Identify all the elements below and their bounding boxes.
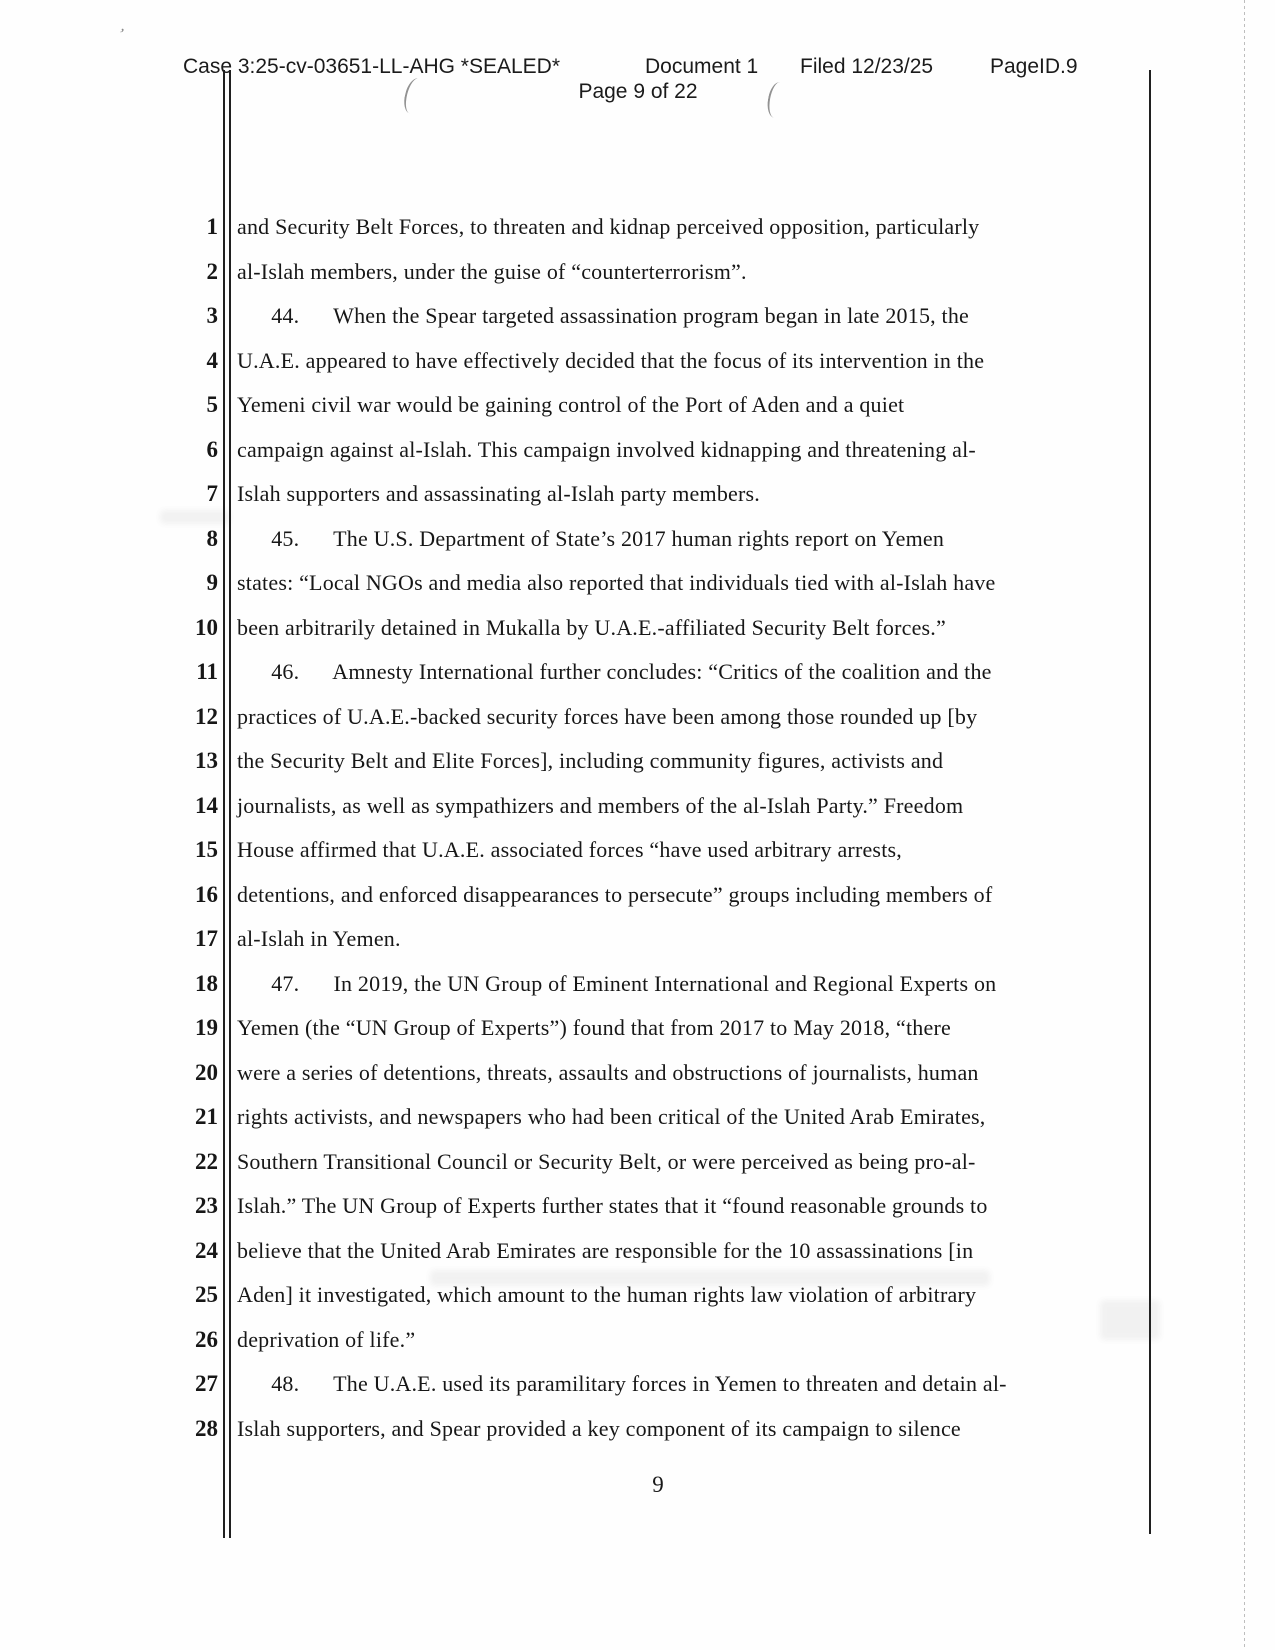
body-text-line: al-Islah members, under the guise of “counterterrorism”. <box>237 258 747 284</box>
body-text-line: 48. The U.A.E. used its paramilitary forces in Yemen to threaten and detain al- <box>237 1371 1007 1396</box>
scan-edge-dotted-line <box>1244 0 1245 1650</box>
page-number: 9 <box>652 1472 664 1497</box>
body-text-line: U.A.E. appeared to have effectively decided that the focus of its intervention in the <box>237 347 985 373</box>
body-text-line: practices of U.A.E.-backed security forces have been among those rounded up [by <box>237 703 978 729</box>
line-number: 19 <box>195 1015 218 1040</box>
body-text-line: Islah.” The UN Group of Experts further states that it “found reasonable grounds to <box>237 1193 988 1218</box>
scan-smudge <box>160 510 230 524</box>
body-text-line: were a series of detentions, threats, assaults and obstructions of journalists, human <box>237 1059 979 1085</box>
line-number: 13 <box>195 748 218 773</box>
line-number: 7 <box>206 481 218 506</box>
line-number: 6 <box>206 436 218 462</box>
scan-artifact-speck: ’ <box>115 25 127 44</box>
line-number-column <box>140 205 218 1451</box>
body-text-line: the Security Belt and Elite Forces], including community figures, activists and <box>237 748 944 773</box>
line-number: 26 <box>195 1326 218 1352</box>
left-margin-double-rule <box>223 70 231 1538</box>
line-number: 27 <box>195 1371 218 1396</box>
body-text-line: 47. In 2019, the UN Group of Eminent International and Regional Experts on <box>237 970 997 996</box>
body-text-line: deprivation of life.” <box>237 1326 416 1352</box>
body-text-line: Aden] it investigated, which amount to the human rights law violation of arbitrary <box>237 1282 977 1307</box>
line-number: 22 <box>195 1148 218 1174</box>
body-text-line: been arbitrarily detained in Mukalla by U.A.E.-affiliated Security Belt forces.” <box>237 614 946 640</box>
header-case-number: Case 3:25-cv-03651-LL-AHG *SEALED* <box>183 55 561 78</box>
body-text-line: 45. The U.S. Department of State’s 2017 human rights report on Yemen <box>237 525 945 551</box>
body-text-line: 44. When the Spear targeted assassination program began in late 2015, the <box>237 303 970 328</box>
body-text-line: Islah supporters, and Spear provided a key component of its campaign to silence <box>237 1415 961 1441</box>
body-text-line: believe that the United Arab Emirates are responsible for the 10 assassinations [in <box>237 1237 974 1263</box>
line-number: 18 <box>195 970 218 996</box>
body-text-line: Southern Transitional Council or Security Belt, or were perceived as being pro-al- <box>237 1148 976 1174</box>
line-number: 1 <box>206 214 218 239</box>
line-number: 9 <box>206 570 218 595</box>
header-page-count: Page 9 of 22 <box>578 80 698 103</box>
line-number: 23 <box>195 1193 218 1218</box>
body-text-line: journalists, as well as sympathizers and members of the al-Islah Party.” Freedom <box>237 792 964 818</box>
line-number: 5 <box>206 392 218 417</box>
line-number: 15 <box>195 837 218 862</box>
body-text-line: House affirmed that U.A.E. associated forces “have used arbitrary arrests, <box>237 837 902 862</box>
body-text-line: Yemen (the “UN Group of Experts”) found that from 2017 to May 2018, “there <box>237 1015 951 1040</box>
body-text-line: and Security Belt Forces, to threaten and kidnap perceived opposition, particularly <box>237 214 980 239</box>
line-number: 25 <box>195 1282 218 1307</box>
line-number: 11 <box>196 659 218 684</box>
body-text-line: rights activists, and newspapers who had been critical of the United Arab Emirates, <box>237 1104 986 1129</box>
scan-smudge <box>1100 1300 1160 1340</box>
line-number: 24 <box>195 1237 218 1263</box>
line-number: 17 <box>195 926 218 951</box>
scan-smudge <box>430 1270 990 1286</box>
body-text-line: campaign against al-Islah. This campaign involved kidnapping and threatening al- <box>237 436 976 462</box>
line-number: 20 <box>195 1059 218 1085</box>
line-number: 16 <box>195 881 218 907</box>
line-number: 21 <box>195 1104 218 1129</box>
line-number: 14 <box>195 792 218 818</box>
line-number: 12 <box>195 703 218 729</box>
body-text-line: detentions, and enforced disappearances to persecute” groups including members of <box>237 881 993 907</box>
line-number: 2 <box>206 258 218 284</box>
header-document-number: Document 1 <box>645 55 759 78</box>
line-number: 4 <box>206 347 218 373</box>
header-page-id: PageID.9 <box>990 55 1078 78</box>
body-text-line: states: “Local NGOs and media also reported that individuals tied with al-Islah have <box>237 570 996 595</box>
line-number: 10 <box>195 614 218 640</box>
body-text-line: 46. Amnesty International further concludes: “Critics of the coalition and the <box>237 659 992 684</box>
body-text-line: al-Islah in Yemen. <box>237 926 401 951</box>
header-filed-date: Filed 12/23/25 <box>800 55 934 78</box>
line-number: 8 <box>206 525 218 551</box>
line-number: 3 <box>206 303 218 328</box>
line-number: 28 <box>195 1415 218 1441</box>
body-text-line: Yemeni civil war would be gaining control of the Port of Aden and a quiet <box>237 392 905 417</box>
body-text-line: Islah supporters and assassinating al-Islah party members. <box>237 481 760 506</box>
pleading-body-text <box>237 205 1142 1451</box>
